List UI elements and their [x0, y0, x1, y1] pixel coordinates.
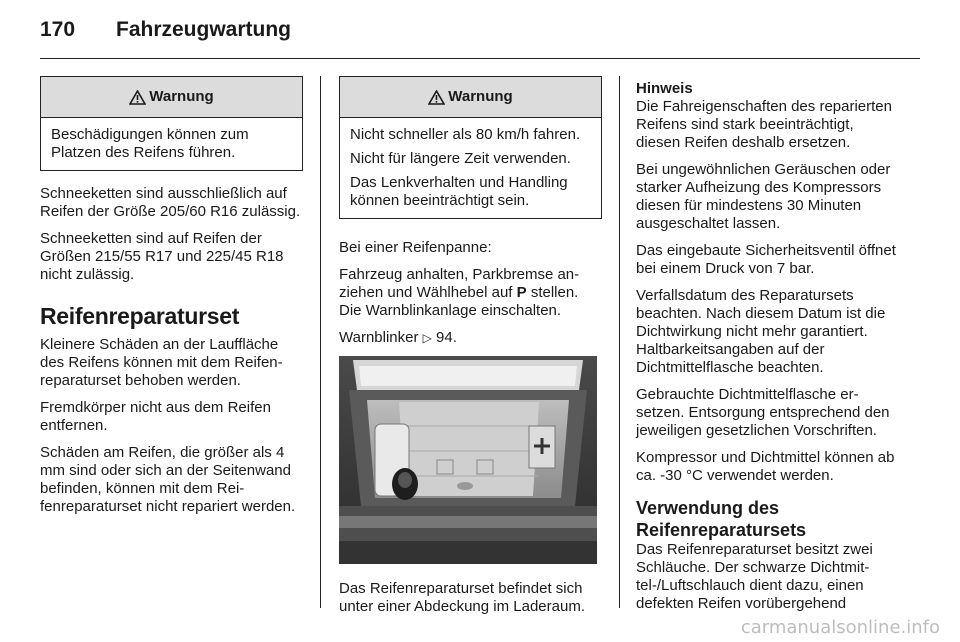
- warning-line: Nicht schneller als 80 km/h fahren.: [350, 126, 581, 143]
- warning-triangle-icon: [129, 90, 146, 105]
- page-header: [40, 18, 291, 46]
- column-divider-1: [320, 76, 321, 608]
- page-reference-icon: ▷: [422, 331, 432, 345]
- warning-triangle-icon: [428, 90, 445, 105]
- page-reference[interactable]: 94.: [436, 329, 457, 346]
- warning-body: [340, 118, 601, 218]
- warning-header: [41, 77, 302, 118]
- warning-text: Beschädigungen können zum Platzen des Reifens führen.: [51, 126, 249, 161]
- warning-box-2: [339, 76, 602, 219]
- warning-line: Das Lenkverhalten und Handling können beeinträchtigt sein.: [350, 174, 568, 209]
- warning-label: Warnung: [448, 88, 513, 105]
- column-3: [636, 80, 900, 622]
- column-1: [40, 76, 303, 525]
- paragraph: Das Reifenreparaturset besitzt zwei Schläuche. Der schwarze Dichtmittel-/Luftschlauch dient dazu, einen defekten Reifen vorübergehend: [636, 541, 873, 612]
- warning-line: Nicht für längere Zeit verwenden.: [350, 150, 571, 167]
- column-2: [339, 76, 602, 625]
- page-title: Fahrzeugwartung: [116, 18, 292, 41]
- paragraph: Schneeketten sind ausschließlich auf Reifen der Größe 205/60 R16 zulässig.: [40, 185, 301, 220]
- paragraph: Fremdkörper nicht aus dem Reifen entfernen.: [40, 399, 271, 434]
- warning-header: [340, 77, 601, 118]
- cargo-area-photo: [339, 356, 597, 564]
- paragraph: [339, 329, 602, 347]
- paragraph: Kompressor und Dichtmittel können ab ca. -30 °C verwendet werden.: [636, 449, 895, 484]
- paragraph: Kleinere Schäden an der Lauffläche des Reifens können mit dem Reifenreparaturset behoben werden.: [40, 336, 283, 389]
- note-heading: Hinweis: [636, 80, 693, 97]
- paragraph: Schäden am Reifen, die größer als 4 mm sind oder sich an der Seitenwand befinden, können mit dem Reifenreparaturset nicht repariert werden.: [40, 444, 296, 515]
- paragraph: Bei ungewöhnlichen Geräuschen oder starker Aufheizung des Kompressors diesen für mindestens 30 Minuten ausgeschaltet lassen.: [636, 161, 891, 232]
- paragraph: Die Fahreigenschaften des reparierten Reifens sind stark beeinträchtigt, diesen Reifen deshalb ersetzen.: [636, 98, 892, 151]
- watermark: carmanualsonline.info: [740, 617, 940, 638]
- text-part: Fahrzeug anhalten, Parkbremse anziehen und Wählhebel auf: [339, 266, 580, 301]
- paragraph: Gebrauchte Dichtmittelflasche ersetzen. Entsorgung entsprechend den jeweiligen gesetzlichen Vorschriften.: [636, 386, 890, 439]
- paragraph: Das eingebaute Sicherheitsventil öffnet bei einem Druck von 7 bar.: [636, 242, 896, 277]
- gear-position-p: P: [516, 284, 527, 301]
- text-part: Warnblinker: [339, 329, 423, 346]
- page-number: 170: [40, 18, 76, 41]
- warning-body: [41, 118, 302, 170]
- figure-caption: Das Reifenreparaturset befindet sich unter einer Abdeckung im Laderaum.: [339, 580, 585, 615]
- paragraph: [339, 266, 602, 320]
- header-rule: [40, 58, 920, 59]
- text-part: stellen. Die Warnblinkanlage einschalten.: [339, 284, 579, 319]
- paragraph: Verfallsdatum des Reparatursets beachten. Nach diesem Datum ist die Dichtwirkung nicht mehr garantiert. Haltbarkeitsangaben auf der Dichtmittelflasche beachten.: [636, 287, 886, 376]
- warning-label: Warnung: [149, 88, 214, 105]
- section-heading: Reifenreparaturset: [40, 303, 240, 329]
- paragraph: Schneeketten sind auf Reifen der Größen 215/55 R17 und 225/45 R18 nicht zulässig.: [40, 230, 284, 283]
- section-heading: Verwendung des Reifenreparatursets: [636, 498, 807, 540]
- column-divider-2: [619, 76, 620, 608]
- paragraph: Bei einer Reifenpanne:: [339, 239, 492, 256]
- warning-box-1: [40, 76, 303, 171]
